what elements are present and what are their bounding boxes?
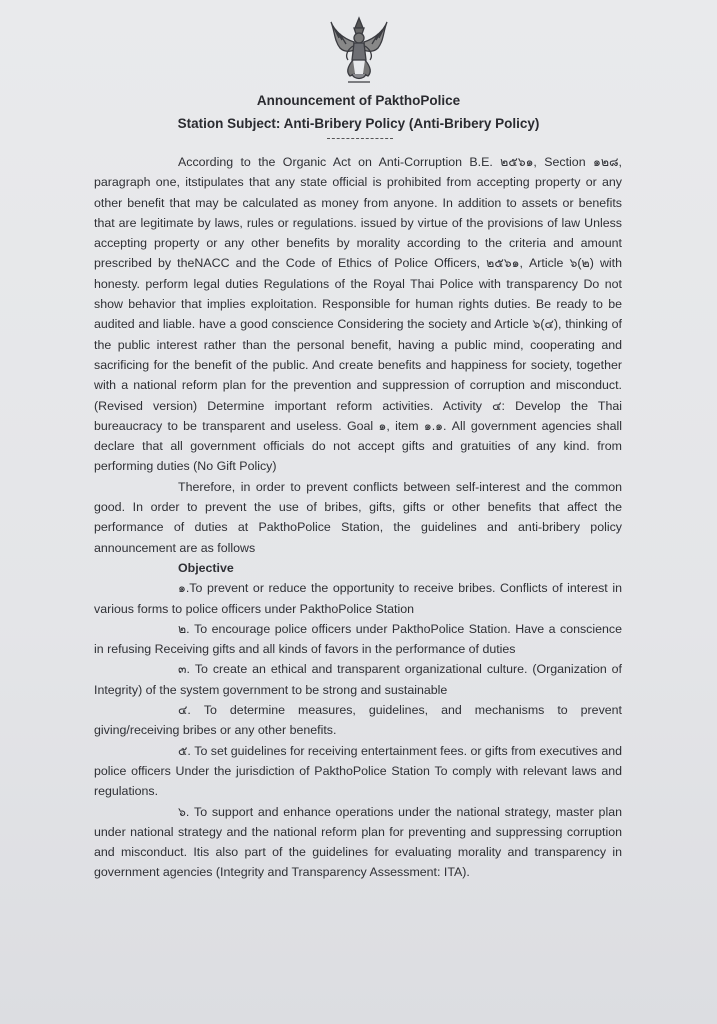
- paragraph-therefore: Therefore, in order to prevent conflicts between self-interest and the common good. In order to prevent the use of bribes, gifts, gifts or other benefits that affect the performance of duties at PakthoPolice Station, the guidelines and anti-bribery policy announcement are as follows: [94, 479, 622, 555]
- announcement-title: Announcement of PakthoPolice: [256, 93, 461, 108]
- title-divider: [327, 138, 393, 139]
- objective-item: ๒. To encourage police officers under PakthoPolice Station. Have a conscience in refusing Receiving gifts and all kinds of favors in the performance of duties: [94, 621, 622, 657]
- objective-item: ๓. To create an ethical and transparent organizational culture. (Organization of Integrity) of the system government to be strong and sustainable: [94, 662, 622, 697]
- announcement-subject: Station Subject: Anti-Bribery Policy (Anti-Bribery Policy): [177, 116, 540, 131]
- objective-item: ๔. To determine measures, guidelines, and mechanisms to prevent giving/receiving bribes or any other benefits.: [94, 703, 622, 738]
- objective-item: ๕. To set guidelines for receiving entertainment fees. or gifts from executives and police officers Under the jurisdiction of PakthoPolice Station To comply with relevant laws and regulations.: [94, 743, 622, 799]
- objective-heading: Objective: [178, 560, 234, 575]
- garuda-emblem-icon: [328, 16, 390, 86]
- document-body: [94, 152, 622, 883]
- paragraph-intro: According to the Organic Act on Anti-Corruption B.E. ๒๕๖๑, Section ๑๒๘, paragraph one, itstipulates that any state official is prohibited from accepting property or any other benefit that may be calculated as money from anyone. In addition to assets or benefits that are legitimate by laws, rules or regulations. issued by virtue of the provisions of law Unless accepting property or any other benefits by morality according to the criteria and amount prescribed by theNACC and the Code of Ethics of Police Officers, ๒๕๖๑, Article ๖(๒) with honesty. perform legal duties Regulations of the Royal Thai Police with transparency Do not show behavior that implies exploitation. Responsible for human rights duties. Be ready to be audited and liable. have a good conscience Considering the society and Article ๖(๔), thinking of the public interest rather than the personal benefit, having a public mind, cooperating and sacrificing for the benefit of the public. And create benefits and happiness for society, together with a national reform plan for the prevention and suppression of corruption and misconduct. (Revised version) Determine important reform activities. Activity ๔: Develop the Thai bureaucracy to be transparent and useless. Goal ๑, item ๑.๑. All government agencies shall declare that all government officials do not accept gifts and gratuities of any kind. from performing duties (No Gift Policy): [94, 155, 622, 474]
- objective-item: ๑.To prevent or reduce the opportunity to receive bribes. Conflicts of interest in various forms to police officers under PakthoPolice Station: [94, 581, 622, 616]
- objective-item: ๖. To support and enhance operations under the national strategy, master plan under national strategy and the national reform plan for preventing and suppressing corruption and misconduct. Itis also part of the guidelines for evaluating morality and transparency in government agencies (Integrity and Transparency Assessment: ITA).: [94, 804, 622, 880]
